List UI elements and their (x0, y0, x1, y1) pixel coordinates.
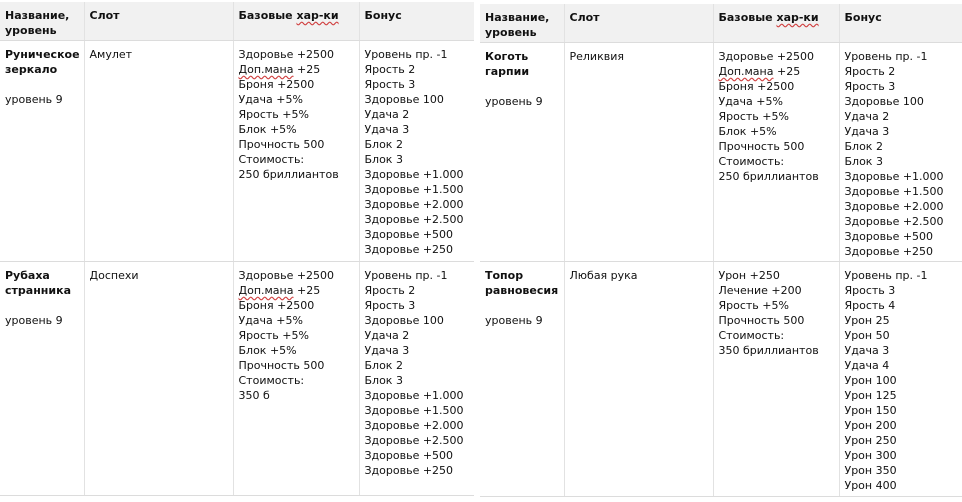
stat-line: Ярость 3 (364, 78, 416, 91)
stat-line: Удача 2 (364, 329, 410, 342)
stat-line: Здоровье +1.500 (364, 404, 464, 417)
stat-line: Урон 50 (844, 329, 890, 342)
stat-line: Удача 2 (364, 108, 410, 121)
item-name-cell (0, 262, 84, 496)
base-stats-cell (233, 262, 359, 496)
stat-line: Ярость 2 (364, 284, 416, 297)
stat-line: Здоровье +2.000 (844, 200, 944, 213)
stat-line: Прочность 500 (238, 138, 325, 151)
table-row (480, 43, 962, 262)
header-slot: Слот (564, 4, 713, 43)
stat-line: Доп.мана +25 (238, 284, 321, 297)
stat-line: Здоровье +1.000 (844, 170, 944, 183)
stat-line: Прочность 500 (238, 359, 325, 372)
stat-line: Удача +5% (238, 314, 303, 327)
stat-line: Прочность 500 (718, 140, 805, 153)
stat-line: Блок 3 (844, 155, 883, 168)
header-bonus: Бонус (359, 2, 474, 41)
base-stats-cell (713, 262, 839, 497)
base-stats-cell (233, 41, 359, 262)
stat-line: Уровень пр. -1 (364, 48, 448, 61)
table-row (0, 262, 474, 496)
header-slot: Слот (84, 2, 233, 41)
header-name: Название, уровень (480, 4, 564, 43)
stat-line: 250 бриллиантов (238, 168, 339, 181)
stat-line: Удача 3 (844, 125, 890, 138)
stat-line: Ярость +5% (718, 299, 789, 312)
stat-line: Ярость 2 (844, 65, 896, 78)
stat-line: Урон 150 (844, 404, 897, 417)
stat-line: Ярость 3 (364, 299, 416, 312)
item-level: уровень 9 (5, 93, 63, 106)
item-name: Топор равновесия (485, 269, 559, 297)
item-level: уровень 9 (485, 95, 543, 108)
stat-line: Броня +2500 (718, 80, 795, 93)
stat-line: Ярость +5% (718, 110, 789, 123)
stat-line: Ярость 4 (844, 299, 896, 312)
header-base-stats: Базовые хар-ки (713, 4, 839, 43)
spellcheck-mark: Доп.мана (718, 65, 774, 78)
item-slot: Амулет (84, 41, 233, 262)
stat-line: Здоровье +2500 (238, 269, 335, 282)
stat-line: Урон +250 (718, 269, 780, 282)
stat-line: Броня +2500 (238, 78, 315, 91)
stat-line: Блок 2 (844, 140, 883, 153)
stat-line: Урон 200 (844, 419, 897, 432)
stat-line: Урон 400 (844, 479, 897, 492)
stat-line: Блок 3 (364, 153, 403, 166)
stat-line: Здоровье +1.500 (844, 185, 944, 198)
stat-line: Здоровье 100 (364, 93, 444, 106)
spellcheck-mark: Доп.мана (238, 63, 294, 76)
stat-line: Здоровье +1.000 (364, 389, 464, 402)
table-row (480, 262, 962, 497)
stat-line: Ярость 2 (364, 63, 416, 76)
stat-line: 350 бриллиантов (718, 344, 819, 357)
stat-line: Блок 3 (364, 374, 403, 387)
stat-line: Удача +5% (718, 95, 783, 108)
stat-line: Уровень пр. -1 (844, 269, 928, 282)
bonus-cell (359, 41, 474, 262)
stat-line: Стоимость: (718, 155, 785, 168)
stat-line: Урон 250 (844, 434, 897, 447)
stat-line: Здоровье +500 (844, 230, 934, 243)
item-name: Коготь гарпии (485, 50, 530, 78)
stat-line: Доп.мана +25 (238, 63, 321, 76)
stat-line: Здоровье +250 (364, 243, 454, 256)
stat-line: Урон 300 (844, 449, 897, 462)
stat-line: Удача 4 (844, 359, 890, 372)
item-level: уровень 9 (485, 314, 543, 327)
stat-line: Блок 2 (364, 359, 403, 372)
bonus-cell (359, 262, 474, 496)
stat-line: Здоровье +2.000 (364, 198, 464, 211)
item-name-cell (0, 41, 84, 262)
items-table-left (0, 2, 474, 496)
stat-line: Урон 100 (844, 374, 897, 387)
stat-line: Ярость +5% (238, 108, 309, 121)
item-name-cell (480, 262, 564, 497)
stat-line: Урон 125 (844, 389, 897, 402)
header-name: Название, уровень (0, 2, 84, 41)
stat-line: Ярость 3 (844, 284, 896, 297)
bonus-cell (839, 43, 962, 262)
stat-line: Здоровье +2.500 (364, 213, 464, 226)
stat-line: Стоимость: (238, 374, 305, 387)
stat-line: Удача 2 (844, 110, 890, 123)
stat-line: Здоровье +1.000 (364, 168, 464, 181)
header-base-stats: Базовые хар-ки (233, 2, 359, 41)
spellcheck-mark: Доп.мана (238, 284, 294, 297)
item-name: Руническое зеркало (5, 48, 80, 76)
stat-line: Здоровье 100 (844, 95, 924, 108)
stat-line: Здоровье +1.500 (364, 183, 464, 196)
stat-line: Здоровье +2.500 (364, 434, 464, 447)
item-name-cell (480, 43, 564, 262)
stat-line: Блок 2 (364, 138, 403, 151)
item-level: уровень 9 (5, 314, 63, 327)
stat-line: Броня +2500 (238, 299, 315, 312)
stat-line: Блок +5% (718, 125, 777, 138)
stat-line: 350 б (238, 389, 270, 402)
stat-line: Уровень пр. -1 (364, 269, 448, 282)
stat-line: Удача 3 (364, 344, 410, 357)
stat-line: 250 бриллиантов (718, 170, 819, 183)
stat-line: Лечение +200 (718, 284, 802, 297)
stat-line: Ярость 3 (844, 80, 896, 93)
stat-line: Здоровье +2500 (238, 48, 335, 61)
item-slot: Доспехи (84, 262, 233, 496)
stat-line: Здоровье +500 (364, 449, 454, 462)
stat-line: Удача 3 (844, 344, 890, 357)
stat-line: Стоимость: (238, 153, 305, 166)
stat-line: Здоровье +250 (844, 245, 934, 258)
item-slot: Любая рука (564, 262, 713, 497)
stat-line: Удача +5% (238, 93, 303, 106)
header-row (480, 4, 962, 43)
item-name: Рубаха странника (5, 269, 71, 297)
stat-line: Здоровье +2500 (718, 50, 815, 63)
stat-line: Уровень пр. -1 (844, 50, 928, 63)
spellcheck-mark: хар-ки (776, 11, 819, 24)
stat-line: Здоровье +250 (364, 464, 454, 477)
stat-line: Стоимость: (718, 329, 785, 342)
stat-line: Урон 25 (844, 314, 890, 327)
stat-line: Урон 350 (844, 464, 897, 477)
stat-line: Доп.мана +25 (718, 65, 801, 78)
header-bonus: Бонус (839, 4, 962, 43)
stat-line: Здоровье 100 (364, 314, 444, 327)
stat-line: Прочность 500 (718, 314, 805, 327)
spellcheck-mark: хар-ки (296, 9, 339, 22)
table-row (0, 41, 474, 262)
stat-line: Удача 3 (364, 123, 410, 136)
stat-line: Блок +5% (238, 123, 297, 136)
stat-line: Ярость +5% (238, 329, 309, 342)
header-row (0, 2, 474, 41)
stat-line: Здоровье +2.500 (844, 215, 944, 228)
items-table-right (480, 4, 962, 497)
stat-line: Блок +5% (238, 344, 297, 357)
base-stats-cell (713, 43, 839, 262)
stat-line: Здоровье +2.000 (364, 419, 464, 432)
bonus-cell (839, 262, 962, 497)
stat-line: Здоровье +500 (364, 228, 454, 241)
item-slot: Реликвия (564, 43, 713, 262)
